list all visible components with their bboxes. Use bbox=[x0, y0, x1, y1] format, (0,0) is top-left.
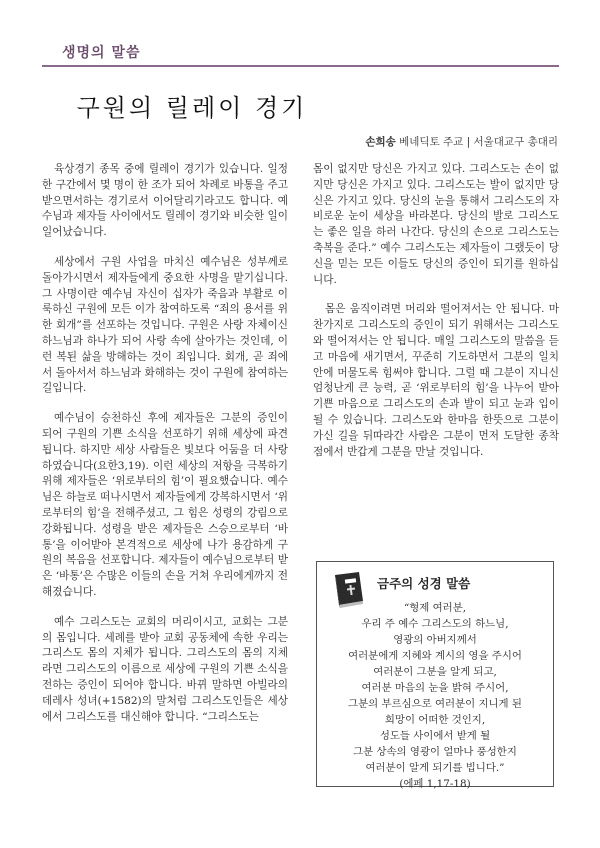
verse-line: 우리 주 예수 그리스도의 하느님, bbox=[361, 618, 509, 630]
header-divider bbox=[42, 65, 559, 67]
verse-reference: (에페 1,17-18) bbox=[399, 778, 471, 790]
verse-line: 여러분 마음의 눈을 밝혀 주시어, bbox=[361, 682, 509, 694]
verse-heading: 금주의 성경 말씀 bbox=[377, 576, 471, 591]
article-title: 구원의 릴레이 경기 bbox=[76, 94, 308, 122]
section-label: 생명의 말씀 bbox=[62, 45, 141, 61]
verse-line: 성도들 사이에서 받게 될 bbox=[379, 730, 491, 742]
verse-line: 여러분이 알게 되기를 빕니다.” bbox=[365, 762, 505, 774]
verse-line: “형제 여러분, bbox=[403, 602, 467, 614]
verse-text bbox=[325, 600, 545, 792]
author-name: 손희송 bbox=[365, 136, 396, 148]
paragraph: 육상경기 종목 중에 릴레이 경기가 있습니다. 일정한 구간에서 몇 명이 한 조가 되어 차례로 바통을 주고받으면서하는 경기로서 이어달리기라고도 합니다. 예수님과 제자들 사이에서도 릴레이 경기와 비슷한 일이 일어났습니다. bbox=[42, 163, 288, 239]
article-column-left bbox=[42, 162, 288, 739]
paragraph: 세상에서 구원 사업을 마치신 예수님은 성부께로 돌아가시면서 제자들에게 중요한 사명을 맡기십니다. 그 사명이란 예수님 자신이 십자가 죽음과 부활로 이룩하신 구원에 모든 이가 참여하도록 “죄의 용서를 위한 회개”를 선포하는 것입니다. 구원은 사랑 자체이신 하느님과 하나가 되어 사랑 속에 살아가는 것인데, 이런 복된 삶을 방해하는 것이 죄입니다. 회개, 곧 죄에서 돌아서서 하느님과 화해하는 것이 구원에 참여하는 길입니다. bbox=[42, 255, 288, 395]
verse-line: 그분의 부르심으로 여러분이 지니게 된 bbox=[348, 698, 522, 710]
author-title: 베네딕토 주교 | 서울대교구 총대리 bbox=[395, 136, 558, 148]
author-line bbox=[365, 134, 558, 149]
verse-line: 그분 상속의 영광이 얼마나 풍성한지 bbox=[353, 746, 517, 758]
paragraph: 몸이 없지만 당신은 가지고 있다. 그리스도는 손이 없지만 당신은 가지고 있다. 그리스도는 발이 없지만 당신은 가지고 있다. 당신의 눈을 통해서 그리스도의 자비로운 눈이 세상을 바라본다. 당신의 발로 그리스도는 좋은 일을 하러 나간다. 당신의 손으로 그리스도는 축복을 준다.” 예수 그리스도는 제자들이 그랬듯이 당신을 믿는 모든 이들도 당신의 증인이 되기를 원하십니다. bbox=[313, 163, 559, 286]
verse-line: 영광의 아버지께서 bbox=[393, 634, 477, 646]
verse-line: 희망이 어떠한 것인지, bbox=[384, 714, 486, 726]
paragraph: 예수님이 승천하신 후에 제자들은 그분의 증인이 되어 구원의 기쁜 소식을 선포하기 위해 세상에 파견됩니다. 하지만 세상 사람들은 빛보다 어둠을 더 사랑하였습니다(요한3,19). 이런 세상의 저항을 극복하기 위해 제자들은 ‘위로부터의 힘’이 필요했습니다. 예수님은 하늘로 떠나시면서 제자들에게 강복하시면서 ‘위로부터의 힘’을 전해주셨고, 그 힘은 성령의 강림으로 강화됩니다. 성령을 받은 제자들은 스승으로부터 ‘바통’을 이어받아 본격적으로 세상에 나가 용감하게 구원의 복음을 선포합니다. 제자들이 예수님으로부터 받은 ‘바통’은 수많은 이들의 손을 거쳐 우리에게까지 전해졌습니다. bbox=[42, 412, 288, 598]
article-column-right bbox=[313, 162, 559, 474]
paragraph: 예수 그리스도는 교회의 머리이시고, 교회는 그분의 몸입니다. 세례를 받아 교회 공동체에 속한 우리는 그리스도 몸의 지체가 됩니다. 그리스도의 몸의 지체라면 그리스도의 이름으로 세상에 구원의 기쁜 소식을 전하는 증인이 되어야 합니다. 바뀌 말하면 아빌라의 데레사 성녀(+1582)의 말처럼 그리스도인들은 세상에서 그리스도를 대신해야 합니다. “그리스도는 bbox=[42, 615, 288, 723]
verse-line: 여러분에게 지혜와 계시의 영을 주시어 bbox=[348, 650, 522, 662]
verse-line: 여러분이 그분을 알게 되고, bbox=[373, 666, 497, 678]
paragraph: 몸은 움직이려면 머리와 떨어져서는 안 됩니다. 마찬가지로 그리스도의 증인이 되기 위해서는 그리스도와 떨어져서는 안 됩니다. 매일 그리스도의 말씀을 듣고 마음에 새기면서, 꾸준히 기도하면서 그분의 일치 안에 머물도록 힘써야 합니다. 그럴 때 그분이 지니신 엄청난게 큰 능력, 곧 ‘위로부터의 힘’을 나누어 받아 기쁜 마음으로 그리스도의 손과 발이 되고 눈과 입이 될 수 있습니다. 그리스도와 한마음 한뜻으로 그분이 가신 길을 뒤따라간 사람은 그분이 먼저 도달한 종착점에서 반갑게 그분을 만날 것입니다. bbox=[313, 303, 559, 458]
weekly-verse-box bbox=[316, 561, 554, 790]
